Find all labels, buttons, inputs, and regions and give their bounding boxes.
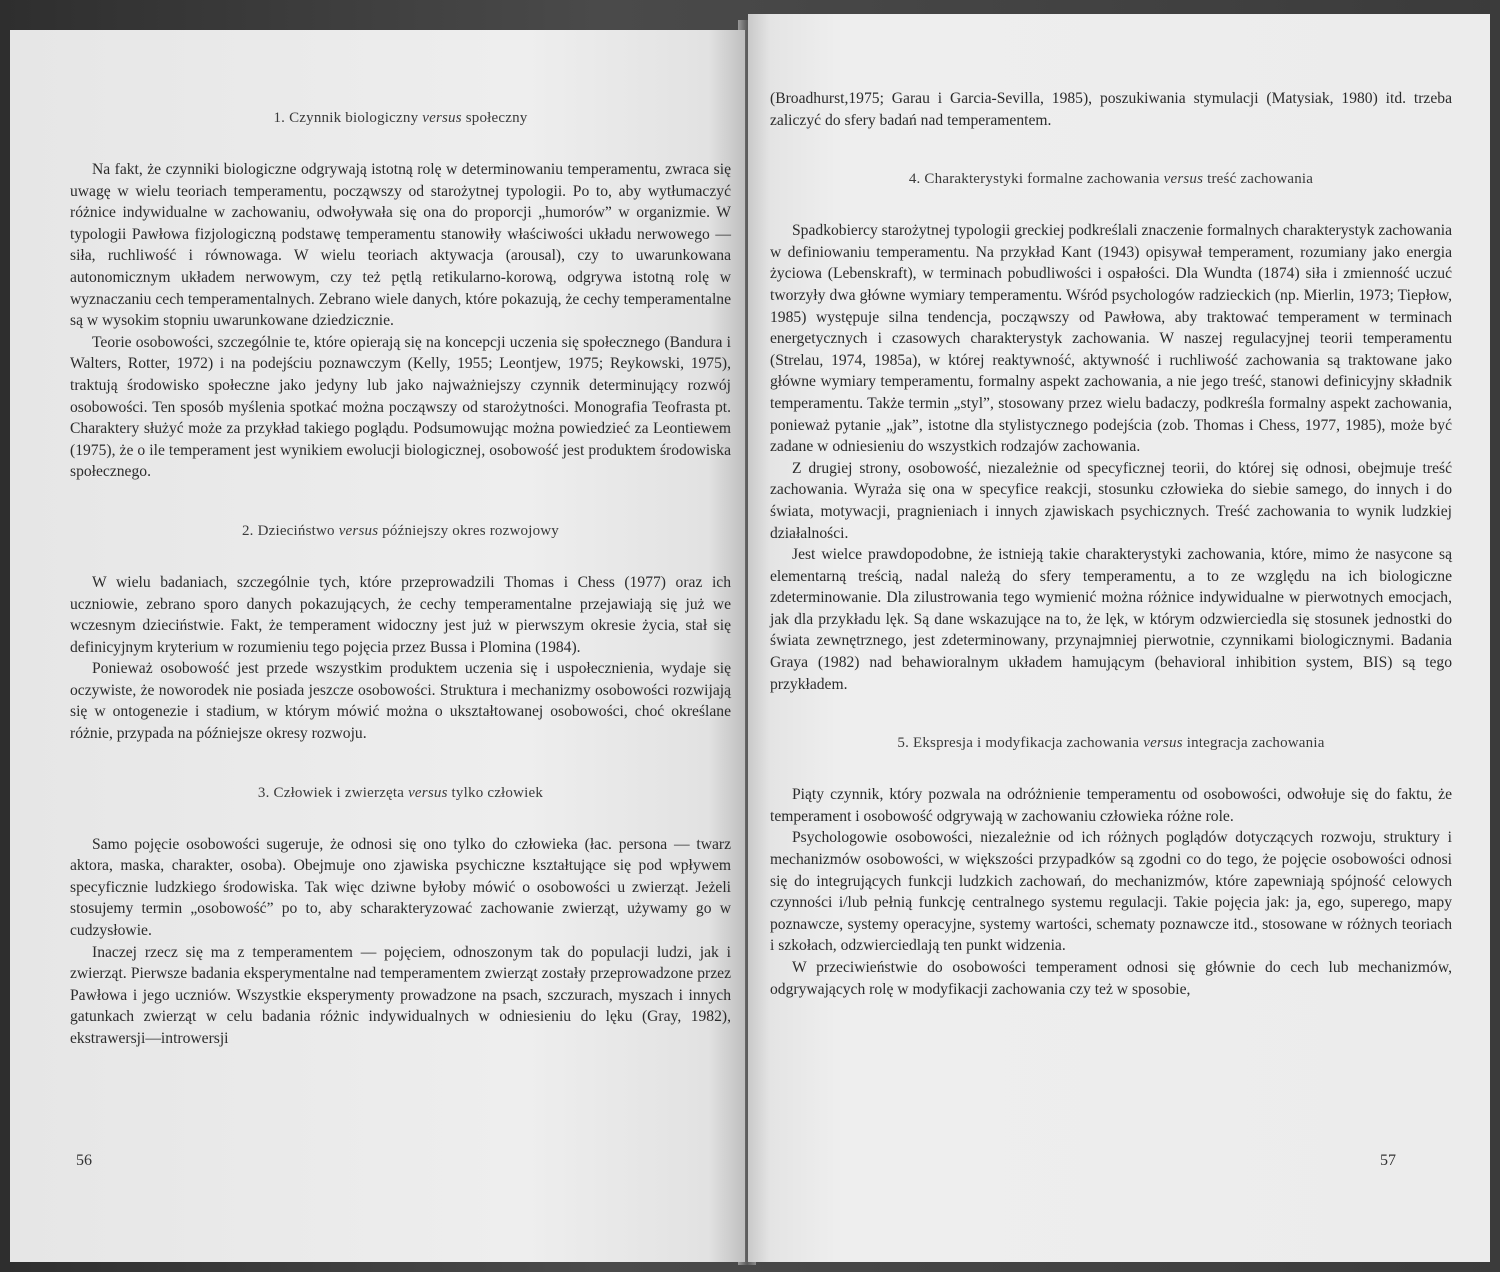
paragraph: Teorie osobowości, szczególnie te, które opierają się na koncepcji uczenia się społecznego (Bandura i Walters, Rotter, 1972) i na podejściu poznawczym (Kelly, 1955; Leontjew, 1975; Reykowski, 1975), traktują środowisko społeczne jako jedyny lub jako najważniejszy czynnik determinujący rozwój osobowości. Ten sposób myślenia spotkać można począwszy od starożytności. Monografia Teofrasta pt. Charaktery służyć może za przykład takiego poglądu. Podsumowując można powiedzieć za Leontiewem (1975), że o ile temperament jest wynikiem ewolucji biologicznej, osobowość jest produktem środowiska społecznego. xyxy=(70,333,731,481)
paragraph: W wielu badaniach, szczególnie tych, które przeprowadzili Thomas i Chess (1977) oraz ich uczniowie, zebrano sporo danych pokazujących, że cechy temperamentalne przejawiają się już we wczesnym dzieciństwie. Fakt, że temperament widoczny jest już w pierwszym okresie życia, stał się definicyjnym kryterium w rozumieniu tego pojęcia przez Bussa i Plomina (1984). xyxy=(70,573,731,656)
paragraph: Jest wielce prawdopodobne, że istnieją takie charakterystyki zachowania, które, mimo że nasycone są elementarną treścią, nadal należą do sfery temperamentu, a to ze względu na ich biologiczne zdeterminowanie. Dla zilustrowania tego wymienić można różnice indywidualne w pierwotnych emocjach, jak dla przykładu lęk. Są dane wskazujące na to, że lęk, w którym odzwierciedla się stosunek jednostki do świata zewnętrznego, jest zdeterminowany, przynajmniej pierwotnie, czynnikami biologicznymi. Badania Graya (1982) nad behawioralnym układem hamującym (behavioral inhibition system, BIS) są tego przykładem. xyxy=(770,546,1452,693)
section-heading-2: 2. Dzieciństwo versus późniejszy okres rozwojowy xyxy=(241,522,560,539)
paragraph: Samo pojęcie osobowości sugeruje, że odnosi się ono tylko do człowieka (łac. persona — twarz aktora, maska, charakter, osoba). Obejmuje ono zjawiska psychiczne kształtujące się pod wpływem specyficznie ludzkiego środowiska. Tak więc dziwne byłoby mówić o osobowości u zwierząt. Jeżeli stosujemy termin „osobowość” po to, aby scharakteryzować zachowanie zwierząt, używamy go w cudzysłowie. xyxy=(70,835,731,940)
paragraph: Psychologowie osobowości, niezależnie od ich różnych poglądów dotyczących rozwoju, struktury i mechanizmów osobowości, w większości przypadków są zgodni co do tego, że pojęcie osobowości odnosi się do integrujących funkcji ludzkich zachowań, do mechanizmów, które zapewniają spójność celowych czynności i/lub pełnią funkcję centralnego systemu regulacji. Takie pojęcia jak: ja, ego, superego, mapy poznawcze, systemy operacyjne, systemy wartości, schematy poznawcze itd., stosowane w różnych teoriach i szkołach, odzwierciedlają ten punkt widzenia. xyxy=(770,829,1452,955)
paragraph: Spadkobiercy starożytnej typologii greckiej podkreślali znaczenie formalnych charakterystyk zachowania w definiowaniu temperamentu. Na przykład Kant (1943) opisywał temperament, rozumiany jako energia życiowa (Lebenskraft), w terminach pobudliwości i ospałości. Dla Wundta (1874) siła i zmienność uczuć tworzyły dwa główne wymiary temperamentu. Wśród psychologów radzieckich (np. Mierlin, 1973; Tiepłow, 1985) występuje silna tendencja, począwszy od Pawłowa, aby traktować temperament w terminach energetycznych i czasowych charakterystyk zachowania. W naszej regulacyjnej teorii temperamentu (Strelau, 1974, 1985a), w której reaktywność, aktywność i ruchliwość zachowania są traktowane jako główne wymiary temperamentu, formalny aspekt zachowania, a nie jego treść, stanowi definicyjny składnik temperamentu. Także termin „styl”, stosowany przez wielu badaczy, podkreśla formalny aspekt zachowania, ponieważ pytanie „jak”, istotne dla stylistycznego podejścia (zob. Thomas i Chess, 1977, 1985), może być zadane w odniesieniu do wszystkich rodzajów zachowania. xyxy=(770,222,1452,456)
paragraph: Na fakt, że czynniki biologiczne odgrywają istotną rolę w determinowaniu temperamentu, zwraca się uwagę w wielu teoriach temperamentu, począwszy od starożytnej typologii. Po to, aby wytłumaczyć różnice indywidualne w zachowaniu, odwoływała się ona do proporcji „humorów” w organizmie. W typologii Pawłowa fizjologiczną podstawę temperamentu stanowiły właściwości układu nerwowego — siła, ruchliwość i równowaga. W wielu teoriach aktywacja (arousal), czy to uwarunkowana autonomicznym układem nerwowym, czy też pętlą retikularno-korową, odgrywa istotną rolę w wyznaczaniu cech temperamentalnych. Zebrano wiele danych, które pokazują, że cechy temperamentalne są w wysokim stopniu uwarunkowane dziedzicznie. xyxy=(70,161,731,330)
paragraph: Inaczej rzecz się ma z temperamentem — pojęciem, odnoszonym tak do populacji ludzi, jak i zwierząt. Pierwsze badania eksperymentalne nad temperamentem zwierząt zostały przeprowadzone przez Pawłowa i jego uczniów. Wszystkie eksperymenty prowadzone na psach, szczurach, myszach i innych gatunkach zwierząt w celu badania różnic indywidualnych w odniesieniu do lęku (Gray, 1982), ekstrawersji—introwersji xyxy=(70,943,731,1047)
section-heading-3: 3. Człowiek i zwierzęta versus tylko człowiek xyxy=(257,784,544,801)
section-heading-1: 1. Czynnik biologiczny versus społeczny xyxy=(273,110,528,126)
paragraph: (Broadhurst,1975; Garau i Garcia-Sevilla, 1985), poszukiwania stymulacji (Matysiak, 1980) itd. trzeba zaliczyć do sfery badań nad temperamentem. xyxy=(770,90,1452,129)
paragraph: Ponieważ osobowość jest przede wszystkim produktem uczenia się i uspołecznienia, wydaje się oczywiste, że noworodek nie posiada jeszcze osobowości. Struktura i mechanizmy osobowości rozwijają się w ontogenezie i stadium, w którym mówić można o ukształtowanej osobowości, choć określane różnie, przypada na późniejsze okresy rozwoju. xyxy=(70,660,731,743)
right-page xyxy=(748,14,1490,1262)
section-heading-4: 4. Charakterystyki formalne zachowania versus treść zachowania xyxy=(908,171,1314,188)
paragraph: W przeciwieństwie do osobowości temperament odnosi się głównie do cech lub mechanizmów, odgrywających rolę w modyfikacji zachowania czy też w sposobie, xyxy=(770,959,1452,998)
paragraph: Z drugiej strony, osobowość, niezależnie od specyficznej teorii, do której się odnosi, obejmuje treść zachowania. Wyraża się ona w specyfice reakcji, stosunku człowieka do siebie samego, do innych i do świata, motywacji, pragnieniach i innych zjawiskach psychicznych. Treść zachowania to wynik ludzkiej działalności. xyxy=(770,459,1452,542)
section-heading-5: 5. Ekspresja i modyfikacja zachowania versus integracja zachowania xyxy=(897,735,1325,752)
paragraph: Piąty czynnik, który pozwala na odróżnienie temperamentu od osobowości, odwołuje się do faktu, że temperament i osobowość odgrywają w zachowaniu człowieka różne role. xyxy=(770,786,1452,825)
left-page xyxy=(10,30,745,1262)
page-number: 56 xyxy=(76,1152,92,1169)
page-number: 57 xyxy=(1380,1152,1396,1169)
